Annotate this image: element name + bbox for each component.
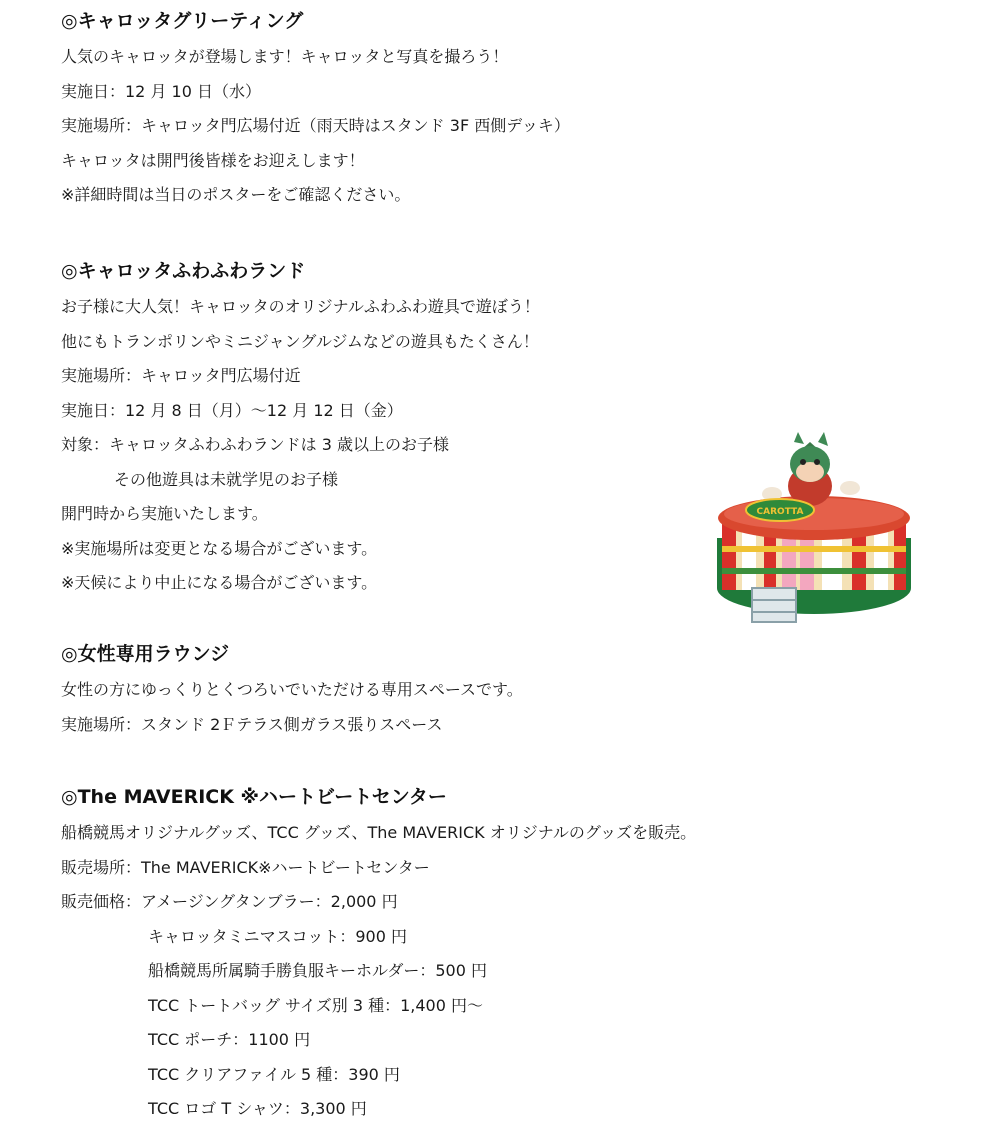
text-line: 船橋競馬オリジナルグッズ、TCC グッズ、The MAVERICK オリジナルのグッズを販売。: [61, 823, 697, 842]
section-maverick: [61, 784, 941, 1127]
text-line: 対象：キャロッタふわふわランドは 3 歳以上のお子様: [61, 435, 450, 454]
section-heading: ◎キャロッタグリーティング: [61, 10, 304, 32]
section-carotta-greeting: [61, 8, 941, 213]
text-line: 実施場所：キャロッタ門広場付近: [61, 366, 301, 385]
text-line: 女性の方にゆっくりとくつろいでいただける専用スペースです。: [61, 680, 523, 699]
text-line: 販売場所：The MAVERICK※ハートビートセンター: [61, 857, 430, 877]
section-body: [61, 673, 941, 742]
text-line: 実施日：12 月 10 日（水）: [61, 81, 261, 101]
section-heading: ◎キャロッタふわふわランド: [61, 260, 306, 282]
text-line: 開門時から実施いたします。: [61, 504, 268, 523]
text-line: ※天候により中止になる場合がございます。: [61, 573, 378, 592]
price-item: TCC クリアファイル 5 種：390 円: [148, 1064, 400, 1084]
price-item: 船橋競馬所属騎手勝負服キーホルダー：500 円: [148, 961, 487, 980]
text-line: ※実施場所は変更となる場合がございます。: [61, 538, 378, 558]
text-line: お子様に大人気！キャロッタのオリジナルふわふわ遊具で遊ぼう！: [61, 297, 540, 316]
text-line: 実施場所：キャロッタ門広場付近（雨天時はスタンド 3F 西側デッキ）: [61, 116, 570, 135]
section-women-lounge: [61, 641, 941, 742]
text-line: 人気のキャロッタが登場します！キャロッタと写真を撮ろう！: [61, 47, 509, 66]
sign-label: CAROTTA: [756, 507, 804, 517]
price-item: TCC ポーチ：1100 円: [148, 1030, 311, 1049]
text-line: キャロッタは開門後皆様をお迎えします！: [61, 150, 365, 170]
text-line: 実施場所：スタンド 2Ｆテラス側ガラス張りスペース: [61, 714, 443, 734]
text-line: 販売価格：アメージングタンブラー：2,000 円: [61, 892, 398, 911]
bounce-house-image: [712, 428, 917, 628]
price-item: TCC ロゴ T シャツ：3,300 円: [148, 1099, 367, 1118]
section-heading: ◎女性専用ラウンジ: [61, 643, 230, 665]
section-heading: ◎The MAVERICK ※ハートビートセンター: [61, 786, 447, 808]
text-line: 実施日：12 月 8 日（月）～12 月 12 日（金）: [61, 400, 403, 420]
section-body: [61, 816, 941, 1127]
text-line: その他遊具は未就学児のお子様: [114, 469, 339, 489]
price-item: キャロッタミニマスコット：900 円: [148, 926, 407, 946]
price-item: TCC トートバッグ サイズ別 3 種：1,400 円～: [148, 995, 483, 1015]
text-line: 他にもトランポリンやミニジャングルジムなどの遊具もたくさん！: [61, 331, 539, 351]
section-body: [61, 40, 941, 213]
text-line: ※詳細時間は当日のポスターをご確認ください。: [61, 185, 411, 204]
